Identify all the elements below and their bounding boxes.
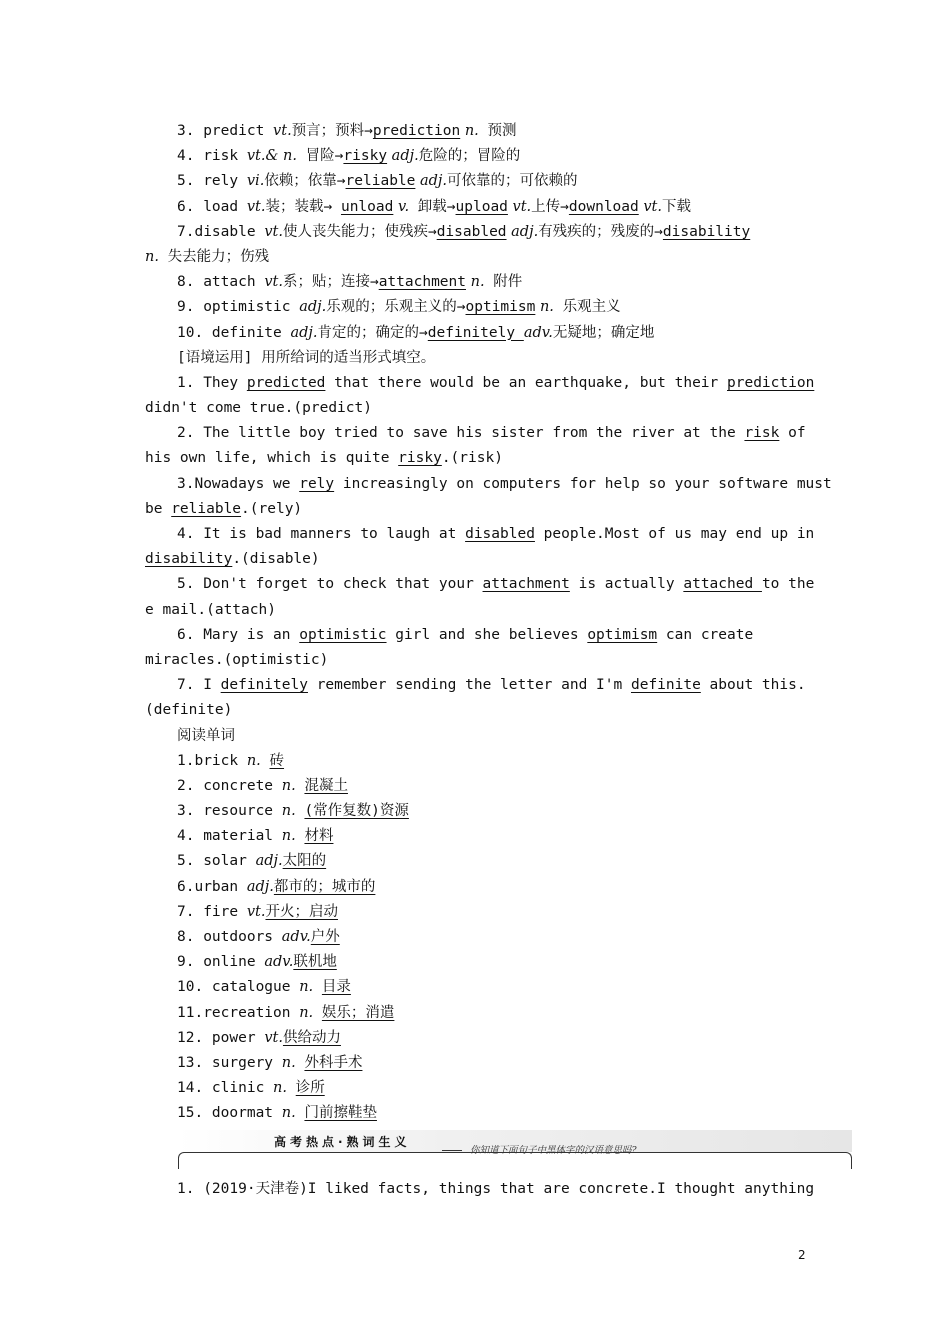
answer-blank: definitely xyxy=(220,677,308,694)
answer-blank: 联机地 xyxy=(293,954,337,971)
answer-blank: optimism xyxy=(587,626,658,643)
derived-word: reliable xyxy=(345,173,416,190)
part-of-speech: vt. xyxy=(264,223,283,240)
context-heading: [语境运用] 用所给词的适当形式填空。 xyxy=(177,349,436,366)
headword: definite xyxy=(211,324,291,341)
answer-blank: risky xyxy=(398,450,442,467)
answer-blank: predicted xyxy=(246,374,326,391)
sentence-text: 4. It is bad manners to laugh at xyxy=(177,526,466,542)
answer-blank: 混凝土 xyxy=(304,777,348,794)
answer-blank: 外科手术 xyxy=(304,1054,363,1071)
headword: attach xyxy=(203,274,265,291)
reading-word: 3. resource xyxy=(177,803,282,820)
exercise-5 xyxy=(145,572,815,597)
headword: optimistic xyxy=(203,299,300,316)
reading-word: 4. material xyxy=(177,828,282,845)
exercise-7-cont: (definite) xyxy=(145,702,233,719)
meaning: 预言；预料→ xyxy=(291,123,373,139)
part-of-speech: adj. xyxy=(290,324,318,341)
derived-word: definitely xyxy=(427,324,524,341)
sentence-text: .(rely) xyxy=(241,500,303,517)
part-of-speech: n. xyxy=(281,803,296,820)
sentence-text: can create xyxy=(657,626,754,643)
reading-word: 15. doormat xyxy=(177,1105,282,1122)
exercise-3 xyxy=(145,472,832,497)
item-number: 8. xyxy=(177,274,204,291)
sentence-text: of xyxy=(779,425,806,442)
reading-word: 5. solar xyxy=(177,853,256,870)
meaning: 肯定的；确定的→ xyxy=(317,324,428,341)
meaning: 乐观主义 xyxy=(553,299,621,316)
part-of-speech: adj. xyxy=(246,878,274,895)
vocab-item-7 xyxy=(145,220,810,245)
sentence-text: 1. They xyxy=(177,374,247,391)
answer-blank: 诊所 xyxy=(295,1080,325,1097)
part-of-speech: vt. xyxy=(246,903,266,920)
exercise-5-cont: e mail.(attach) xyxy=(145,601,276,618)
exercise-1 xyxy=(145,371,815,396)
exercise-2-cont xyxy=(145,446,810,471)
item-number: 3. xyxy=(177,123,204,139)
answer-blank: optimistic xyxy=(299,626,387,643)
headword: load xyxy=(203,198,247,215)
part-of-speech: vt. xyxy=(507,198,532,215)
part-of-speech: n. xyxy=(246,752,261,769)
exercise-6-cont: miracles.(optimistic) xyxy=(145,651,329,668)
answer-blank: 太阳的 xyxy=(282,853,327,870)
meaning: 预测 xyxy=(478,123,517,139)
derived-word: upload xyxy=(455,198,508,215)
part-of-speech: adj. xyxy=(255,853,283,870)
answer-blank: reliable xyxy=(171,500,242,517)
part-of-speech: vt. xyxy=(264,274,283,291)
answer-blank: prediction xyxy=(727,374,815,391)
derived-word: unload xyxy=(340,198,394,215)
part-of-speech: n. xyxy=(466,274,485,291)
sentence-text: people.Most of us may end up in xyxy=(534,526,815,542)
part-of-speech: n. xyxy=(145,248,159,265)
headword: risk xyxy=(203,148,247,165)
item-number: 10. xyxy=(177,324,212,341)
reading-word: 13. surgery xyxy=(177,1054,282,1071)
reading-item xyxy=(145,875,810,900)
sentence-text: remember sending the letter and I'm xyxy=(307,677,631,694)
hot-topic-section xyxy=(145,1177,815,1202)
reading-word: 10. catalogue xyxy=(177,979,300,996)
part-of-speech: v. xyxy=(393,198,410,215)
part-of-speech: adj. xyxy=(506,223,539,240)
sentence-text: 7. I xyxy=(177,677,221,694)
vocab-item-6 xyxy=(145,195,810,220)
exercise-7 xyxy=(145,673,810,698)
reading-word: 11.recreation xyxy=(177,1004,300,1021)
exercise-2 xyxy=(145,421,810,446)
sentence-text: that there would be an earthquake, but their xyxy=(325,374,727,391)
meaning: 乐观的；乐观主义的→ xyxy=(326,299,466,316)
separator xyxy=(313,1005,322,1021)
part-of-speech: n. xyxy=(299,1004,314,1021)
reading-item xyxy=(145,774,810,799)
answer-blank: 砖 xyxy=(269,752,285,769)
part-of-speech: adj. xyxy=(299,299,327,316)
part-of-speech: vi. xyxy=(246,173,265,190)
derived-word: prediction xyxy=(372,123,461,139)
page-number: 2 xyxy=(798,1248,806,1262)
sentence-text: increasingly on computers for help so your software must xyxy=(334,475,832,492)
answer-blank: 娱乐；消遣 xyxy=(321,1004,395,1021)
sentence-text: 5. Don't forget to check that your xyxy=(177,576,483,593)
meaning: 危险的；冒险的 xyxy=(418,148,521,165)
sentence-text: his own life, which is quite xyxy=(145,450,399,467)
sentence-text: about this. xyxy=(700,677,806,694)
part-of-speech: adj. xyxy=(415,173,448,190)
part-of-speech: n. xyxy=(281,777,296,794)
sentence-text: is actually xyxy=(569,576,684,593)
reading-item xyxy=(145,950,810,975)
derived-word: optimism xyxy=(465,299,536,316)
answer-blank: risk xyxy=(744,425,780,442)
vocab-item-8 xyxy=(145,270,810,295)
derived-word: attachment xyxy=(378,274,466,291)
derived-word: download xyxy=(568,198,639,215)
answer-blank: definite xyxy=(630,677,701,694)
part-of-speech: n. xyxy=(281,1054,296,1071)
meaning: 冒险→ xyxy=(296,148,344,165)
answer-blank: 户外 xyxy=(310,929,340,945)
part-of-speech: n. xyxy=(535,299,554,316)
item-number: 9. xyxy=(177,299,204,316)
item-number: 4. xyxy=(177,148,204,165)
exercise-6 xyxy=(145,623,810,648)
item-number: 6. xyxy=(177,198,204,215)
part-of-speech: n. xyxy=(281,1105,296,1122)
answer-blank: (常作复数)资源 xyxy=(304,803,409,820)
reading-item xyxy=(145,749,810,774)
sentence-text: 6. Mary is an xyxy=(177,626,300,643)
sentence-text: .(risk) xyxy=(441,450,503,467)
vocab-item-3 xyxy=(145,119,810,144)
vocab-item-4 xyxy=(145,144,810,169)
meaning: 附件 xyxy=(484,274,523,291)
exercise-3-cont xyxy=(145,497,810,522)
meaning: 有残疾的；残废的→ xyxy=(538,223,663,240)
part-of-speech: vt. xyxy=(273,123,292,139)
meaning: 可依靠的；可依赖的 xyxy=(447,173,578,190)
part-of-speech: vt. xyxy=(246,198,266,215)
vocab-item-5 xyxy=(145,169,810,194)
exercise-4-cont xyxy=(145,547,810,572)
reading-item xyxy=(145,824,810,849)
banner-rule xyxy=(442,1150,462,1151)
reading-item xyxy=(145,799,810,824)
meaning: 无疑地；确定地 xyxy=(552,324,655,341)
answer-blank: 材料 xyxy=(304,828,334,845)
part-of-speech: vt. xyxy=(638,198,662,215)
exercise-1-cont: didn't come true.(predict) xyxy=(145,400,372,417)
answer-blank: 门前擦鞋垫 xyxy=(304,1105,377,1122)
derived-word: risky xyxy=(343,148,388,165)
reading-item xyxy=(145,900,810,925)
derived-word: disabled xyxy=(436,223,507,240)
sentence-text: .(disable) xyxy=(232,551,320,568)
meaning: 失去能力；伤残 xyxy=(158,248,270,265)
reading-item xyxy=(145,1001,810,1026)
vocab-item-9 xyxy=(145,295,810,320)
answer-blank: disability xyxy=(145,551,233,568)
answer-blank: 都市的；城市的 xyxy=(273,878,376,895)
reading-word: 8. outdoors xyxy=(177,929,282,945)
hot-topic-sentence: 1. (2019·天津卷)I liked facts, things that are concrete.I thought anything xyxy=(177,1181,815,1197)
meaning: 依赖；依靠→ xyxy=(264,173,346,190)
separator xyxy=(313,979,322,995)
part-of-speech: n. xyxy=(273,1080,287,1097)
banner-subtitle: 你知道下面句子中黑体字的汉语意思吗? xyxy=(470,1145,637,1156)
reading-item xyxy=(145,1101,810,1126)
reading-item xyxy=(145,1026,810,1051)
answer-blank: attached xyxy=(683,576,762,593)
part-of-speech: adj. xyxy=(387,148,419,165)
answer-blank: rely xyxy=(299,475,335,492)
part-of-speech: n. xyxy=(460,123,479,139)
answer-blank: attachment xyxy=(482,576,570,593)
headword: rely xyxy=(203,173,247,190)
reading-word: 7. fire xyxy=(177,903,247,920)
separator xyxy=(287,1080,296,1096)
meaning: 系；贴；连接→ xyxy=(282,274,379,291)
derived-word: disability xyxy=(662,223,751,240)
vocab-item-7-cont xyxy=(145,245,810,270)
headword: predict xyxy=(203,123,274,139)
answer-blank: 供给动力 xyxy=(282,1029,341,1046)
answer-blank: 开火；启动 xyxy=(265,903,338,920)
exercise-4 xyxy=(145,522,815,547)
meaning: 使人丧失能力；使残疾→ xyxy=(282,223,437,240)
reading-word: 2. concrete xyxy=(177,777,282,794)
meaning: 上传→ xyxy=(531,198,569,215)
reading-item xyxy=(145,925,810,950)
reading-item xyxy=(145,1051,810,1076)
sentence-text: 3.Nowadays we xyxy=(177,475,300,492)
reading-heading: 阅读单词 xyxy=(177,727,235,744)
reading-word: 6.urban xyxy=(177,878,247,895)
meaning: 下载 xyxy=(662,198,691,215)
part-of-speech: adv. xyxy=(281,929,311,945)
vocab-item-10 xyxy=(145,321,810,346)
part-of-speech: n. xyxy=(281,828,296,845)
sentence-text: girl and she believes xyxy=(386,626,588,643)
banner-frame xyxy=(178,1152,852,1169)
item-number: 5. xyxy=(177,173,204,190)
reading-item xyxy=(145,849,810,874)
sentence-text: to the xyxy=(761,576,815,593)
separator xyxy=(261,753,270,769)
headword: 7.disable xyxy=(177,223,265,240)
reading-word: 9. online xyxy=(177,954,265,971)
sentence-text: be xyxy=(145,500,172,517)
document-body xyxy=(145,119,832,1127)
part-of-speech: vt. xyxy=(264,1029,283,1046)
part-of-speech: adv. xyxy=(264,954,294,971)
part-of-speech: n. xyxy=(299,979,314,996)
sentence-text: 2. The little boy tried to save his sister from the river at the xyxy=(177,425,745,442)
part-of-speech: vt.& n. xyxy=(246,148,297,165)
part-of-speech: adv. xyxy=(523,324,553,341)
reading-item xyxy=(145,1076,810,1101)
banner-title: 高考热点·熟词生义 xyxy=(274,1135,411,1149)
answer-blank: 目录 xyxy=(321,979,351,996)
reading-word: 1.brick xyxy=(177,752,247,769)
reading-word: 12. power xyxy=(177,1029,265,1046)
answer-blank: disabled xyxy=(465,526,535,542)
section-banner xyxy=(178,1130,852,1170)
reading-word: 14. clinic xyxy=(177,1080,274,1097)
meaning: 卸载→ xyxy=(409,198,456,215)
reading-item xyxy=(145,975,810,1000)
meaning: 装；装载→ xyxy=(265,198,341,215)
